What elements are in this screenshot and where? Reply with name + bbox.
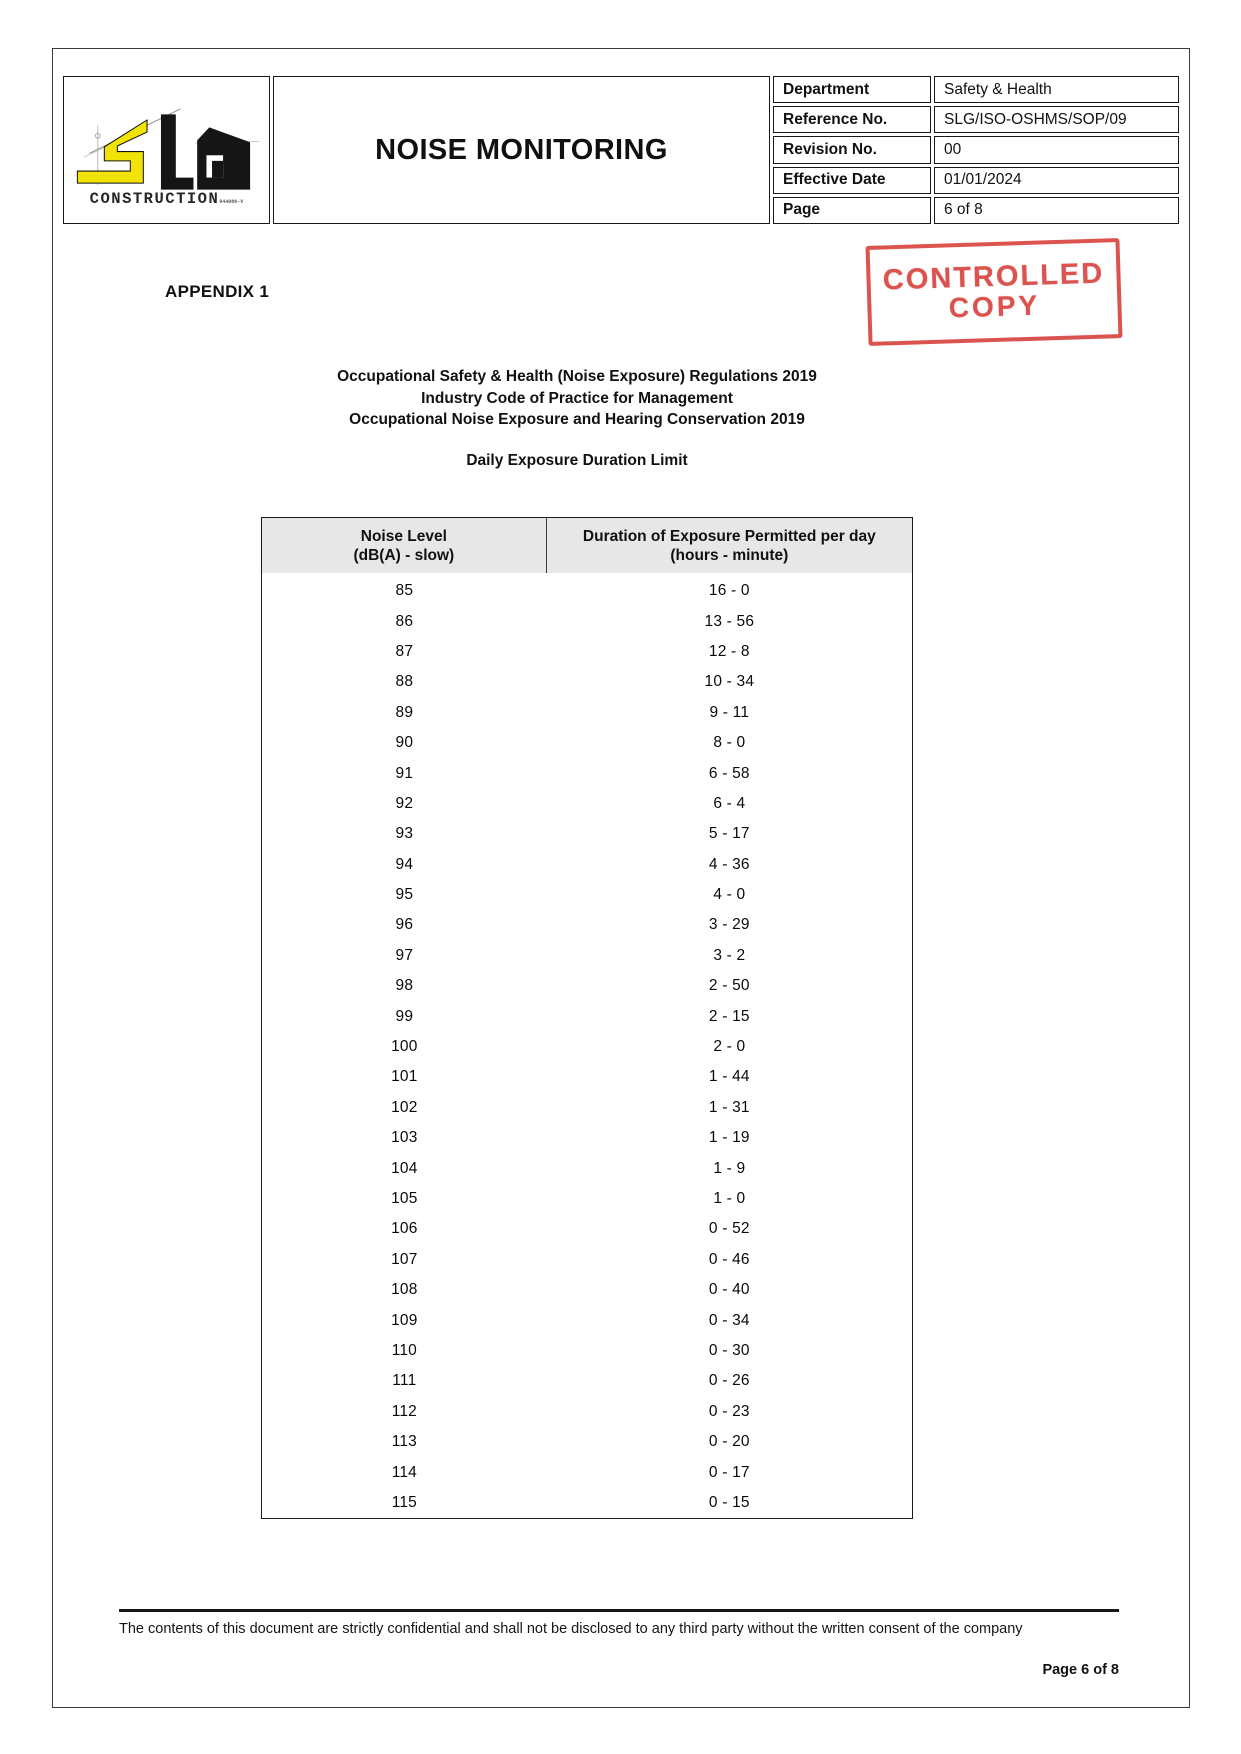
duration-cell: 0 - 15 xyxy=(708,1493,750,1511)
col2-header-line1: Duration of Exposure Permitted per day xyxy=(582,527,876,545)
stamp-line-1: CONTROLLED xyxy=(882,257,1105,297)
info-value: 01/01/2024 xyxy=(934,167,1179,194)
header-info-table xyxy=(773,76,1179,224)
noise-level-cell: 113 xyxy=(391,1433,417,1451)
table-row xyxy=(262,1001,912,1031)
duration-cell: 1 - 31 xyxy=(708,1098,750,1116)
noise-level-cell: 101 xyxy=(391,1068,418,1086)
table-row xyxy=(262,850,912,880)
col2-header-line2: (hours - minute) xyxy=(670,546,789,564)
appendix-label: APPENDIX 1 xyxy=(165,282,270,301)
info-label: Effective Date xyxy=(773,167,931,194)
table-row xyxy=(262,1366,912,1396)
duration-cell: 0 - 23 xyxy=(708,1402,750,1420)
duration-cell: 0 - 17 xyxy=(708,1463,750,1481)
noise-level-cell: 93 xyxy=(395,825,414,843)
duration-cell: 6 - 58 xyxy=(708,764,750,782)
duration-cell: 13 - 56 xyxy=(704,612,755,630)
table-row xyxy=(262,1305,912,1335)
regulation-title-line: Occupational Safety & Health (Noise Exposure) Regulations 2019 xyxy=(337,368,817,385)
duration-cell: 1 - 9 xyxy=(713,1159,746,1177)
duration-cell: 0 - 40 xyxy=(708,1281,750,1299)
table-caption: Daily Exposure Duration Limit xyxy=(466,452,688,469)
duration-cell: 0 - 46 xyxy=(708,1250,750,1268)
noise-level-cell: 104 xyxy=(391,1159,418,1177)
noise-level-cell: 88 xyxy=(395,673,414,691)
info-row xyxy=(773,106,1179,133)
info-label: Revision No. xyxy=(773,136,931,163)
logo-company-name: CONSTRUCTION944080-V xyxy=(89,189,244,208)
info-row xyxy=(773,197,1179,224)
info-label: Department xyxy=(773,76,931,103)
page-sheet xyxy=(52,48,1190,1708)
noise-level-cell: 87 xyxy=(395,642,414,660)
document-title-cell xyxy=(273,76,770,224)
table-row xyxy=(262,1123,912,1153)
noise-level-column-header xyxy=(262,518,547,573)
info-row xyxy=(773,76,1179,103)
noise-level-cell: 99 xyxy=(395,1007,414,1025)
duration-cell: 2 - 0 xyxy=(713,1038,746,1056)
noise-level-cell: 105 xyxy=(391,1190,418,1207)
noise-level-cell: 102 xyxy=(391,1098,418,1116)
duration-cell: 12 - 8 xyxy=(708,642,750,660)
duration-cell: 8 - 0 xyxy=(713,734,746,752)
duration-cell: 0 - 52 xyxy=(708,1220,750,1238)
table-row xyxy=(262,1427,912,1457)
duration-cell: 5 - 17 xyxy=(708,825,750,843)
info-value: SLG/ISO-OSHMS/SOP/09 xyxy=(934,106,1179,133)
info-label: Reference No. xyxy=(773,106,931,133)
noise-level-cell: 111 xyxy=(392,1372,417,1390)
document-header xyxy=(63,76,1179,224)
table-row xyxy=(262,880,912,910)
noise-level-cell: 108 xyxy=(391,1281,418,1299)
controlled-copy-stamp xyxy=(865,238,1122,346)
table-row xyxy=(262,758,912,788)
duration-cell: 6 - 4 xyxy=(713,794,746,812)
duration-cell: 4 - 0 xyxy=(713,886,746,904)
table-row xyxy=(262,971,912,1001)
table-row xyxy=(262,1184,912,1214)
noise-level-cell: 110 xyxy=(391,1341,417,1359)
noise-level-cell: 107 xyxy=(391,1250,418,1268)
confidentiality-notice: The contents of this document are strictly confidential and shall not be disclosed to any third party without the written consent of the company xyxy=(119,1621,1023,1637)
duration-cell: 0 - 26 xyxy=(708,1372,750,1390)
noise-level-cell: 114 xyxy=(391,1463,417,1481)
table-row xyxy=(262,1275,912,1305)
duration-cell: 0 - 34 xyxy=(708,1311,750,1329)
duration-cell: 3 - 29 xyxy=(708,916,750,934)
table-body xyxy=(262,573,912,1518)
noise-level-cell: 85 xyxy=(395,582,414,600)
slg-logo-icon xyxy=(67,94,267,198)
noise-level-cell: 86 xyxy=(395,612,414,630)
table-row xyxy=(262,698,912,728)
duration-cell: 0 - 30 xyxy=(708,1341,750,1359)
noise-exposure-table xyxy=(261,517,913,1519)
table-row xyxy=(262,667,912,697)
col1-header-line2: (dB(A) - slow) xyxy=(353,546,455,564)
page-number: Page 6 of 8 xyxy=(1042,1662,1119,1678)
noise-level-cell: 112 xyxy=(391,1402,417,1420)
duration-cell: 1 - 44 xyxy=(708,1068,750,1086)
info-row xyxy=(773,136,1179,163)
document-title: NOISE MONITORING xyxy=(375,133,668,166)
info-value: 6 of 8 xyxy=(934,197,1179,224)
table-row xyxy=(262,1488,912,1518)
duration-cell: 2 - 15 xyxy=(708,1007,750,1025)
noise-level-cell: 103 xyxy=(391,1129,418,1147)
logo-registration-suffix: 944080-V xyxy=(219,198,244,205)
company-logo xyxy=(63,76,270,224)
duration-cell: 16 - 0 xyxy=(708,582,750,600)
duration-cell: 9 - 11 xyxy=(709,703,750,721)
duration-column-header xyxy=(547,518,912,573)
noise-level-cell: 100 xyxy=(391,1038,418,1056)
table-row xyxy=(262,789,912,819)
noise-level-cell: 89 xyxy=(395,703,414,721)
table-row xyxy=(262,1397,912,1427)
info-value: Safety & Health xyxy=(934,76,1179,103)
table-row xyxy=(262,1153,912,1183)
stamp-line-2: COPY xyxy=(948,289,1041,324)
noise-level-cell: 95 xyxy=(395,886,414,904)
table-row xyxy=(262,941,912,971)
table-row xyxy=(262,1214,912,1244)
duration-cell: 3 - 2 xyxy=(713,946,746,964)
noise-level-cell: 98 xyxy=(395,977,414,995)
info-row xyxy=(773,167,1179,194)
noise-level-cell: 91 xyxy=(395,764,414,782)
noise-level-cell: 90 xyxy=(395,734,414,752)
table-row xyxy=(262,1032,912,1062)
table-row xyxy=(262,1336,912,1366)
regulation-title-line: Occupational Noise Exposure and Hearing Conservation 2019 xyxy=(349,411,805,428)
table-row xyxy=(262,819,912,849)
table-row xyxy=(262,728,912,758)
table-row xyxy=(262,637,912,667)
duration-cell: 10 - 34 xyxy=(704,673,755,691)
info-label: Page xyxy=(773,197,931,224)
table-row xyxy=(262,1093,912,1123)
regulation-titles xyxy=(53,366,1101,431)
info-value: 00 xyxy=(934,136,1179,163)
noise-level-cell: 115 xyxy=(391,1493,417,1511)
table-row xyxy=(262,576,912,606)
duration-cell: 1 - 0 xyxy=(713,1190,746,1207)
noise-level-cell: 92 xyxy=(395,794,414,812)
regulation-title-line: Industry Code of Practice for Management xyxy=(421,389,733,407)
duration-cell: 4 - 36 xyxy=(708,855,750,873)
table-row xyxy=(262,1457,912,1487)
table-row xyxy=(262,1245,912,1275)
duration-cell: 1 - 19 xyxy=(708,1129,750,1147)
noise-level-cell: 97 xyxy=(395,946,414,964)
table-row xyxy=(262,606,912,636)
duration-cell: 2 - 50 xyxy=(708,977,750,995)
noise-level-cell: 106 xyxy=(391,1220,418,1238)
table-row xyxy=(262,1062,912,1092)
noise-level-cell: 109 xyxy=(391,1311,418,1329)
col1-header-line1: Noise Level xyxy=(360,527,447,545)
noise-level-cell: 96 xyxy=(395,916,414,934)
table-row xyxy=(262,910,912,940)
footer-divider xyxy=(119,1609,1119,1612)
noise-level-cell: 94 xyxy=(395,855,414,873)
duration-cell: 0 - 20 xyxy=(708,1433,750,1451)
table-header-row xyxy=(262,518,912,573)
